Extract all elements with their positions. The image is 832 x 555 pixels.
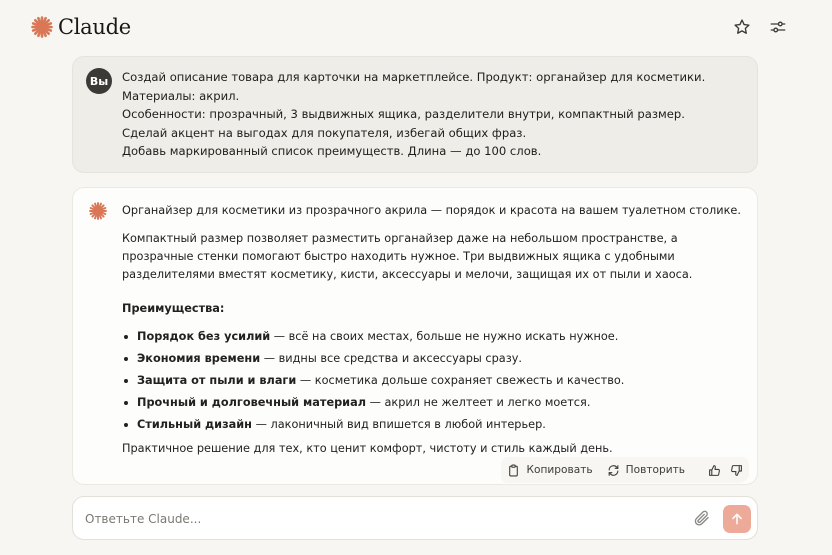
- advantages-heading: Преимущества:: [122, 302, 225, 315]
- list-item: [122, 350, 742, 368]
- advantage-text: — всё на своих местах, больше не нужно искать нужное.: [270, 330, 619, 343]
- message-composer: [72, 496, 758, 540]
- like-button[interactable]: [708, 464, 721, 477]
- attach-button[interactable]: [693, 509, 713, 529]
- advantage-text: — видны все средства и аксессуары сразу.: [260, 352, 522, 365]
- advantage-text: — акрил не желтеет и легко моется.: [366, 396, 591, 409]
- clipboard-icon: [507, 464, 520, 477]
- closing-paragraph: Практичное решение для тех, кто ценит комфорт, чистоту и стиль каждый день.: [122, 442, 613, 455]
- thumbs-up-icon: [708, 464, 721, 477]
- claude-sunburst-icon: [30, 15, 54, 39]
- list-item: [122, 328, 742, 346]
- advantage-title: Порядок без усилий: [137, 330, 271, 343]
- list-item: [122, 394, 742, 412]
- advantages-list: [122, 328, 742, 434]
- reply-input[interactable]: [85, 508, 665, 530]
- advantage-text: — лаконичный вид впишется в любой интерьер.: [252, 418, 546, 431]
- claude-logo[interactable]: [30, 12, 131, 42]
- assistant-message: [72, 187, 758, 485]
- star-icon: [733, 18, 751, 36]
- assistant-message-text: [122, 202, 742, 458]
- user-avatar: Вы: [86, 68, 112, 94]
- user-message-line: Материалы: акрил.: [122, 88, 240, 103]
- user-message-line: Особенности: прозрачный, 3 выдвижных ящика, разделители внутри, компактный размер.: [122, 107, 685, 121]
- advantage-title: Защита от пыли и влаги: [137, 374, 297, 387]
- user-message-line: Добавь маркированный список преимуществ. Длина — до 100 слов.: [122, 144, 542, 158]
- user-message: [72, 56, 758, 173]
- user-message-text: [122, 68, 742, 161]
- paperclip-icon: [693, 509, 711, 527]
- message-actions: [501, 457, 749, 483]
- list-item: [122, 372, 742, 390]
- user-message-line: Создай описание товара для карточки на маркетплейсе. Продукт: органайзер для косметики.: [122, 70, 706, 84]
- claude-sunburst-icon: [88, 201, 108, 221]
- advantage-title: Экономия времени: [137, 352, 261, 365]
- advantage-title: Прочный и долговечный материал: [137, 396, 366, 409]
- top-bar: [0, 0, 832, 54]
- app-name: Claude: [58, 15, 131, 39]
- refresh-icon: [607, 464, 620, 477]
- settings-button[interactable]: [767, 16, 789, 38]
- advantage-title: Стильный дизайн: [137, 418, 252, 431]
- description-paragraph: Компактный размер позволяет разместить органайзер даже на небольшом пространстве, а прозрачные стенки помогают быстро находить нужное. Три выдвижных ящика с удобными разделителями вместят косметику, кисти, аксессуары и мелочи, защищая их от пыли и хаоса.: [122, 232, 693, 281]
- thumbs-down-icon: [730, 464, 743, 477]
- intro-paragraph: Органайзер для косметики из прозрачного акрила — порядок и красота на вашем туалетном столике.: [122, 204, 741, 217]
- retry-button[interactable]: [607, 464, 685, 477]
- sliders-icon: [769, 18, 787, 36]
- user-message-line: Сделай акцент на выгодах для покупателя, избегай общих фраз.: [122, 125, 527, 140]
- dislike-button[interactable]: [730, 464, 743, 477]
- copy-label: Копировать: [526, 464, 593, 476]
- send-button[interactable]: [723, 505, 751, 533]
- arrow-up-icon: [730, 512, 744, 526]
- retry-label: Повторить: [625, 464, 685, 476]
- copy-button[interactable]: [507, 464, 592, 477]
- advantage-text: — косметика дольше сохраняет свежесть и качество.: [296, 374, 625, 387]
- favorite-button[interactable]: [731, 16, 753, 38]
- list-item: [122, 416, 742, 434]
